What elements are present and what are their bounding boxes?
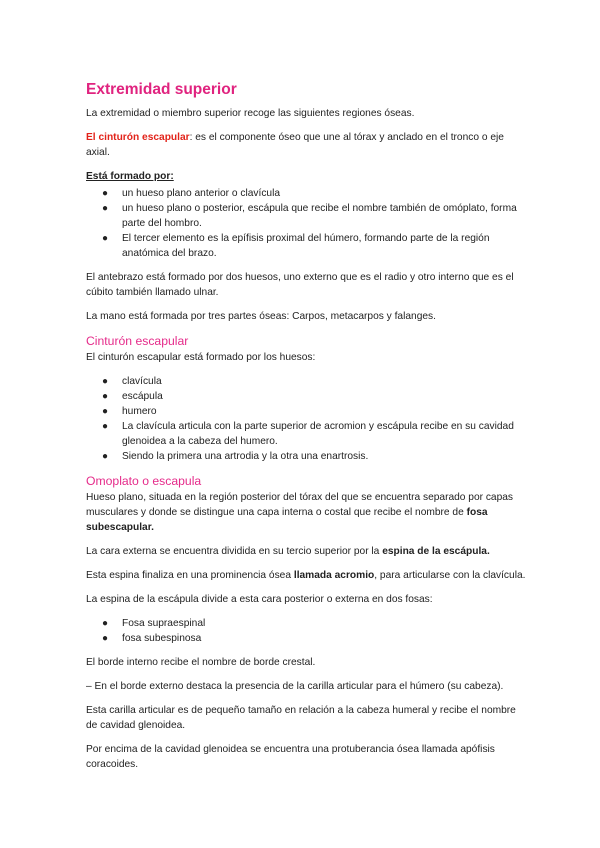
list-item: ● Siendo la primera una artrodia y la otra una enartrosis. [102,451,369,462]
omoplato-p1: Hueso plano, situada en la región posterior del tórax del que se encuentra separado por capas musculares y donde se distingue una capa interna o costal que recibe el nombre de fosa subescapular. [86,492,514,533]
bullet-icon: ● [102,233,109,244]
list-item: ● El tercer elemento es la epífisis proximal del húmero, formando parte de la región anatómica del brazo. [102,233,490,259]
omoplato-p5: El borde interno recibe el nombre de borde crestal. [86,657,316,668]
formado-label-line [86,169,526,184]
bullet-icon: ● [102,633,109,644]
list-item: ● un hueso plano o posterior, escápula que recibe el nombre también de omóplato, forma parte del hombro. [102,203,517,229]
intro-paragraph: La extremidad o miembro superior recoge las siguientes regiones óseas. [86,108,415,119]
bullet-icon: ● [102,451,109,462]
bullet-icon: ● [102,391,109,402]
cinturon-paragraph [86,130,526,160]
section-heading-omoplato: Omoplato o escapula [86,474,202,488]
list-item: ● humero [102,406,157,417]
formado-label: Está formado por: [86,171,174,182]
omoplato-p8: Por encima de la cavidad glenoidea se encuentra una protuberancia ósea llamada apófisis coracoides. [86,744,495,770]
list-item: ● clavícula [102,376,162,387]
bullet-icon: ● [102,376,109,387]
bullet-icon: ● [102,421,109,432]
bullet-icon: ● [102,618,109,629]
antebrazo-paragraph: El antebrazo está formado por dos huesos, uno externo que es el radio y otro interno que es el cúbito también llamado ulnar. [86,272,514,298]
bullet-icon: ● [102,203,109,214]
section-heading-cinturon: Cinturón escapular [86,334,189,348]
list-item: ● un hueso plano anterior o clavícula [102,188,281,199]
section1-lead: El cinturón escapular está formado por los huesos: [86,352,316,363]
bullet-icon: ● [102,188,109,199]
list-item: ● fosa subespinosa [102,633,202,644]
omoplato-p7: Esta carilla articular es de pequeño tamaño en relación a la cabeza humeral y recibe el nombre de cavidad glenoidea. [86,705,516,731]
list-item: ● Fosa supraespinal [102,618,206,629]
cinturon-list [86,374,526,464]
page-title: Extremidad superior [86,81,237,98]
fosas-list [86,616,526,646]
omoplato-p6: – En el borde externo destaca la presencia de la carilla articular para el húmero (su cabeza). [86,681,504,692]
omoplato-p4: La espina de la escápula divide a esta cara posterior o externa en dos fosas: [86,594,433,605]
list-item: ● La clavícula articula con la parte superior de acromion y escápula recibe en su cavidad glenoidea a la cabeza del humero. [102,421,514,447]
omoplato-p2: La cara externa se encuentra dividida en su tercio superior por la espina de la escápula. [86,546,490,557]
document-page [86,80,526,781]
cinturon-highlight: El cinturón escapular [86,132,190,143]
formado-list [86,186,526,261]
mano-paragraph: La mano está formada por tres partes óseas: Carpos, metacarpos y falanges. [86,311,436,322]
omoplato-p3: Esta espina finaliza en una prominencia ósea llamada acromio, para articularse con la clavícula. [86,570,526,581]
list-item: ● escápula [102,391,163,402]
bullet-icon: ● [102,406,109,417]
cinturon-rest: : es el componente óseo que une al tórax y anclado en el tronco o eje axial. [86,132,504,158]
